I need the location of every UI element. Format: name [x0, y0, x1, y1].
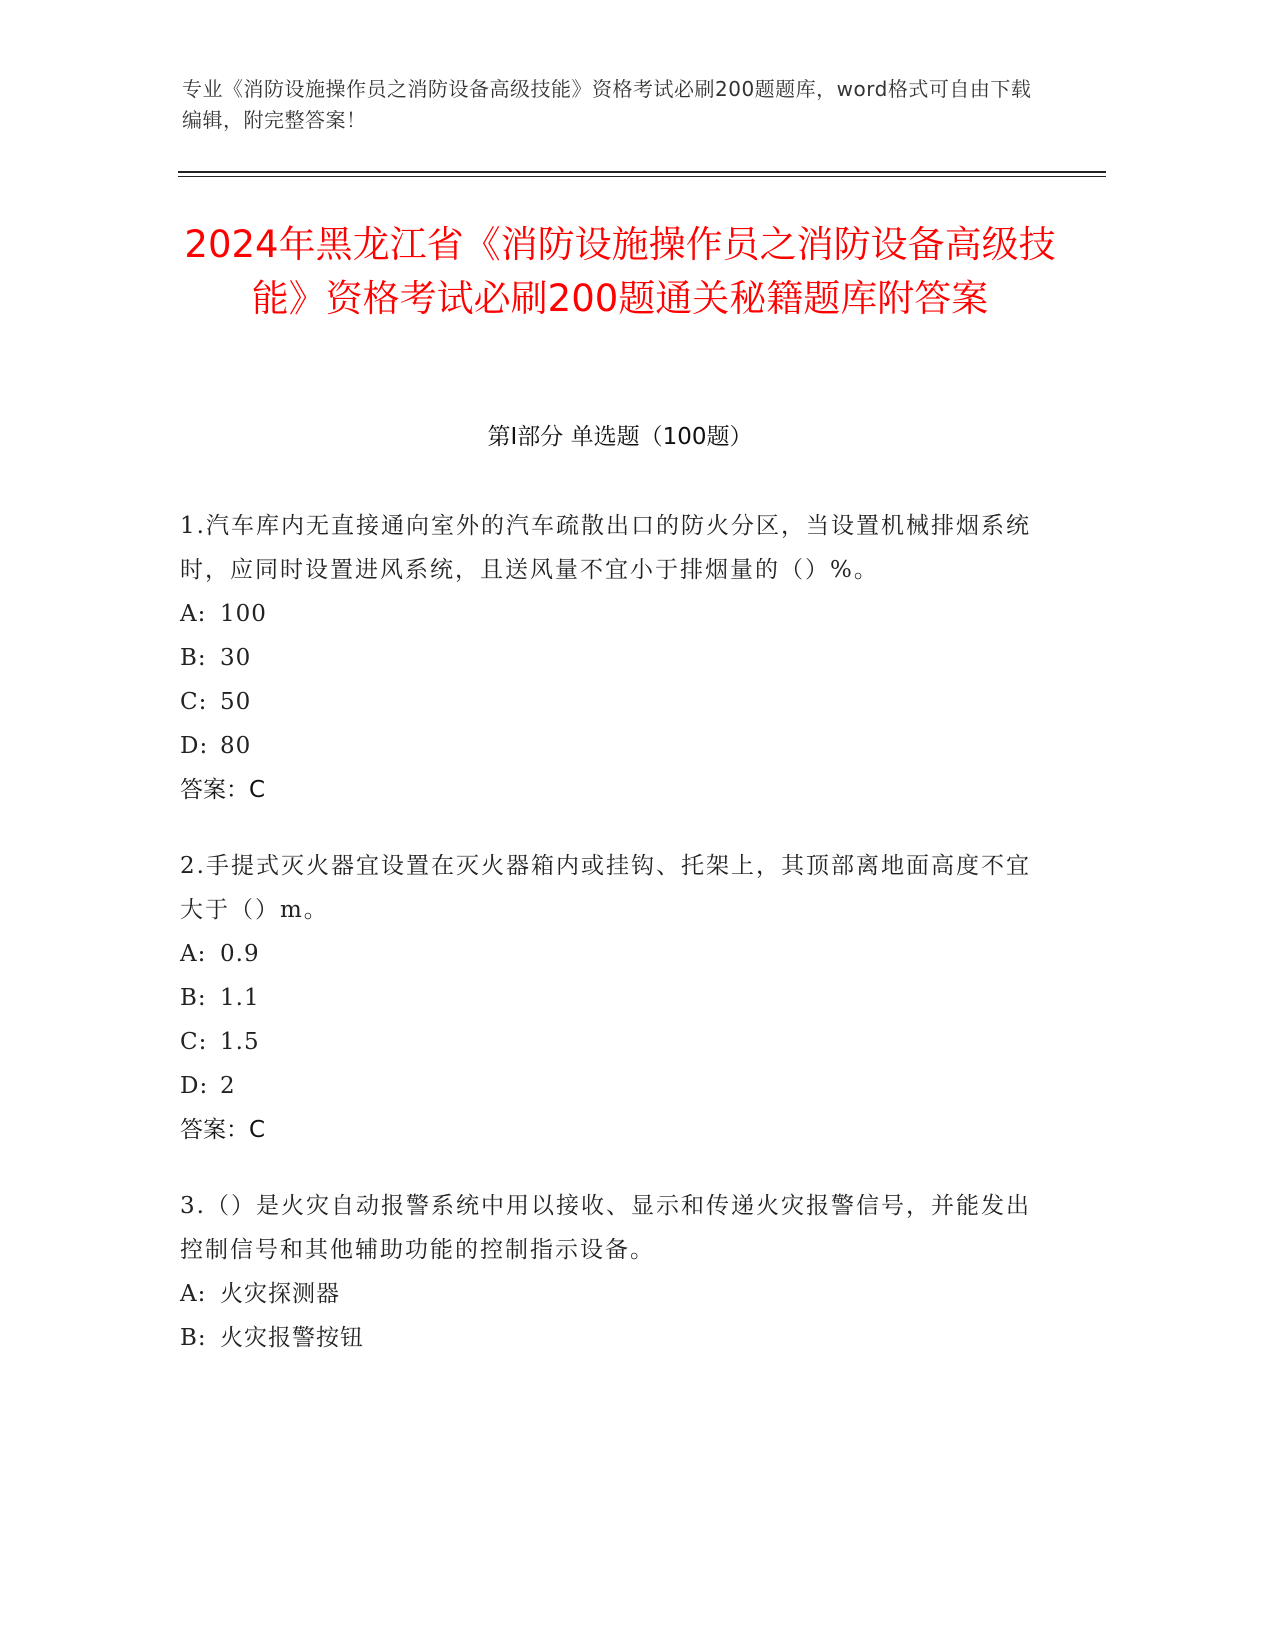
option-value: 2	[220, 1073, 236, 1099]
option-value: 30	[220, 645, 252, 671]
option-value: 100	[220, 601, 267, 627]
question-text: 2.手提式灭火器宜设置在灭火器箱内或挂钩、托架上，其顶部离地面高度不宜大于（）m。	[180, 853, 1031, 923]
section-heading: 第Ⅰ部分 单选题（100题）	[487, 424, 753, 450]
question-1	[180, 504, 1040, 812]
answer-line: 答案：C	[180, 777, 266, 803]
option-a	[180, 592, 1040, 636]
option-key: C:	[180, 1029, 208, 1055]
header-rule-thick	[178, 171, 1106, 173]
option-key: A:	[180, 601, 207, 627]
question-list	[180, 504, 1040, 1392]
header-note: 专业《消防设施操作员之消防设备高级技能》资格考试必刷200题题库，word格式可自由下载编辑，附完整答案！	[182, 77, 1032, 132]
question-text: 3.（）是火灾自动报警系统中用以接收、显示和传递火灾报警信号，并能发出控制信号和其他辅助功能的控制指示设备。	[180, 1193, 1031, 1263]
option-value: 火灾报警按钮	[220, 1325, 364, 1351]
option-c	[180, 680, 1040, 724]
option-value: 1.1	[220, 985, 260, 1011]
option-key: C:	[180, 689, 208, 715]
option-key: A:	[180, 1281, 207, 1307]
option-key: B:	[180, 645, 207, 671]
option-c	[180, 1020, 1040, 1064]
option-d	[180, 1064, 1040, 1108]
option-value: 0.9	[220, 941, 260, 967]
option-a	[180, 1272, 1040, 1316]
option-value: 50	[220, 689, 252, 715]
option-b	[180, 1316, 1040, 1360]
header-rule-thin	[178, 176, 1106, 177]
answer-line: 答案：C	[180, 1117, 266, 1143]
option-key: B:	[180, 1325, 207, 1351]
option-key: B:	[180, 985, 207, 1011]
option-key: A:	[180, 941, 207, 967]
option-a	[180, 932, 1040, 976]
option-b	[180, 976, 1040, 1020]
option-d	[180, 724, 1040, 768]
option-value: 80	[220, 733, 252, 759]
option-value: 火灾探测器	[220, 1281, 340, 1307]
question-2	[180, 844, 1040, 1152]
option-b	[180, 636, 1040, 680]
question-text: 1.汽车库内无直接通向室外的汽车疏散出口的防火分区，当设置机械排烟系统时，应同时设置进风系统，且送风量不宜小于排烟量的（）%。	[180, 513, 1031, 583]
document-title: 2024年黑龙江省《消防设施操作员之消防设备高级技能》资格考试必刷200题通关秘籍题库附答案	[184, 223, 1056, 320]
question-3	[180, 1184, 1040, 1360]
option-key: D:	[180, 733, 209, 759]
option-key: D:	[180, 1073, 209, 1099]
option-value: 1.5	[220, 1029, 260, 1055]
